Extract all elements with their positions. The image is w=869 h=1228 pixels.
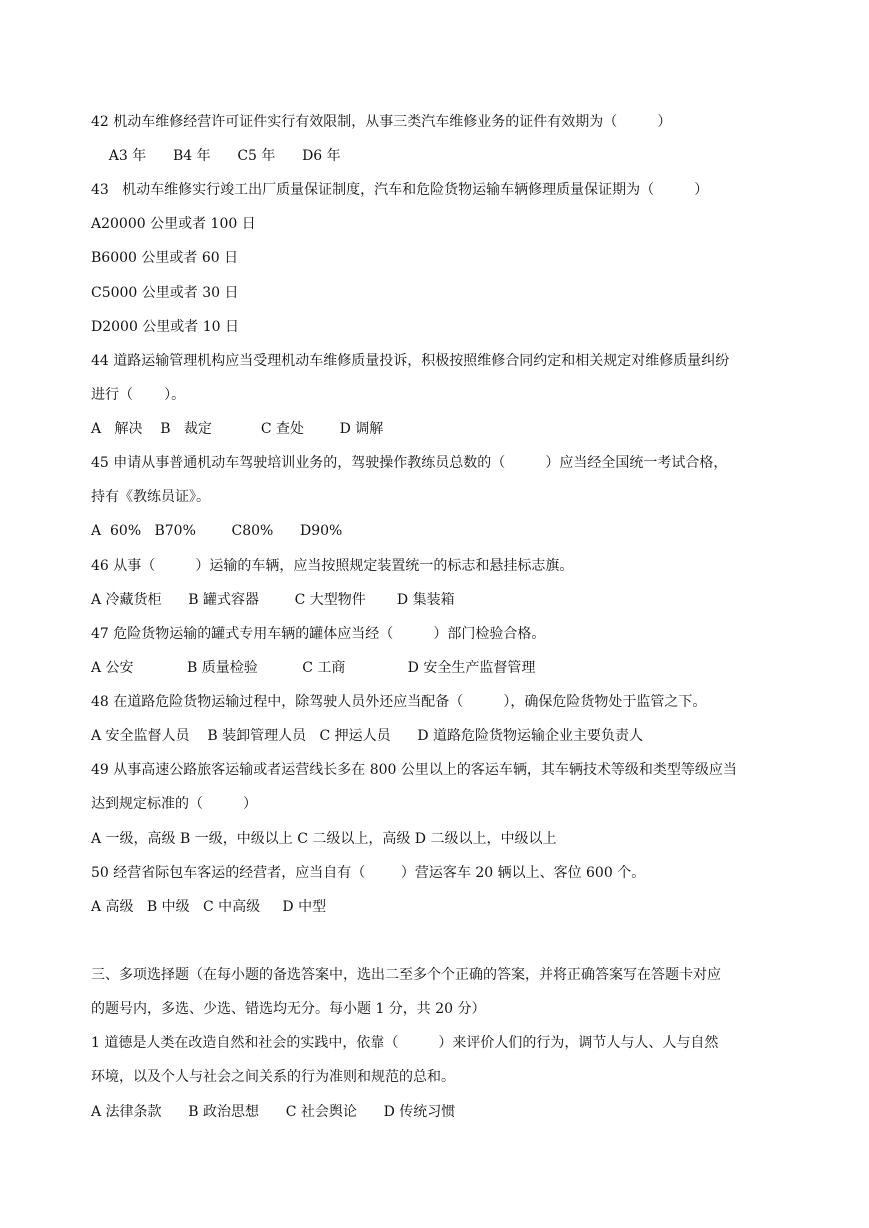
question-43-option-c: C5000 公里或者 30 日 xyxy=(91,285,239,301)
section-3-heading-line-2: 的题号内，多选、少选、错选均无分。每小题 1 分，共 20 分） xyxy=(91,1001,486,1017)
mc-question-1-options: A 法律条款 B 政治思想 C 社会舆论 D 传统习惯 xyxy=(91,1104,456,1120)
question-43-option-d: D2000 公里或者 10 日 xyxy=(91,319,240,335)
mc-question-1-stem-line-2: 环境，以及个人与社会之间关系的行为准则和规范的总和。 xyxy=(91,1069,455,1085)
question-43-stem: 43 机动车维修实行竣工出厂质量保证制度，汽车和危险货物运输车辆修理质量保证期为（ ） xyxy=(91,182,709,198)
question-44-stem-line-2: 进行（ ）。 xyxy=(91,387,186,403)
question-50-stem: 50 经营省际包车客运的经营者，应当自有（ ）营运客车 20 辆以上、客位 600 个。 xyxy=(91,865,646,881)
question-45-options: A 60% B70% C80% D90% xyxy=(91,523,343,539)
question-46-options: A 冷藏货柜 B 罐式容器 C 大型物件 D 集装箱 xyxy=(91,592,455,608)
question-48-options: A 安全监督人员 B 装卸管理人员 C 押运人员 D 道路危险货物运输企业主要负责人 xyxy=(91,728,643,744)
question-45-stem-line-2: 持有《教练员证》。 xyxy=(91,489,210,505)
mc-question-1-stem-line-1: 1 道德是人类在改造自然和社会的实践中，依靠（ ）来评价人们的行为，调节人与人、人与自然 xyxy=(91,1035,719,1051)
question-44-stem-line-1: 44 道路运输管理机构应当受理机动车维修质量投诉，积极按照维修合同约定和相关规定对维修质量纠纷 xyxy=(91,353,730,369)
question-46-stem: 46 从事（ ）运输的车辆，应当按照规定装置统一的标志和悬挂标志旗。 xyxy=(91,558,574,574)
question-48-stem: 48 在道路危险货物运输过程中，除驾驶人员外还应当配备（ ），确保危险货物处于监管之下。 xyxy=(91,694,707,710)
question-49-stem-line-1: 49 从事高速公路旅客运输或者运营线长多在 800 公里以上的客运车辆，其车辆技术等级和类型等级应当 xyxy=(91,762,737,778)
question-45-stem-line-1: 45 申请从事普通机动车驾驶培训业务的，驾驶操作教练员总数的（ ）应当经全国统一考试合格， xyxy=(91,455,728,471)
question-47-stem: 47 危险货物运输的罐式专用车辆的罐体应当经（ ）部门检验合格。 xyxy=(91,626,546,642)
question-49-stem-line-2: 达到规定标准的（ ） xyxy=(91,796,258,812)
section-3-heading-line-1: 三、多项选择题（在每小题的备选答案中，选出二至多个个正确的答案，并将正确答案写在答题卡对应 xyxy=(91,967,721,983)
question-43-option-a: A20000 公里或者 100 日 xyxy=(91,216,256,232)
question-42-options: A3 年 B4 年 C5 年 D6 年 xyxy=(91,148,341,164)
question-42-stem: 42 机动车维修经营许可证件实行有效限制，从事三类汽车维修业务的证件有效期为（ ） xyxy=(91,114,672,130)
question-43-option-b: B6000 公里或者 60 日 xyxy=(91,250,239,266)
question-44-options: A 解决 B 裁定 C 查处 D 调解 xyxy=(91,421,384,437)
question-50-options: A 高级 B 中级 C 中高级 D 中型 xyxy=(91,899,327,915)
question-47-options: A 公安 B 质量检验 C 工商 D 安全生产监督管理 xyxy=(91,660,536,676)
question-49-options: A 一级，高级 B 一级，中级以上 C 二级以上，高级 D 二级以上，中级以上 xyxy=(91,831,557,847)
